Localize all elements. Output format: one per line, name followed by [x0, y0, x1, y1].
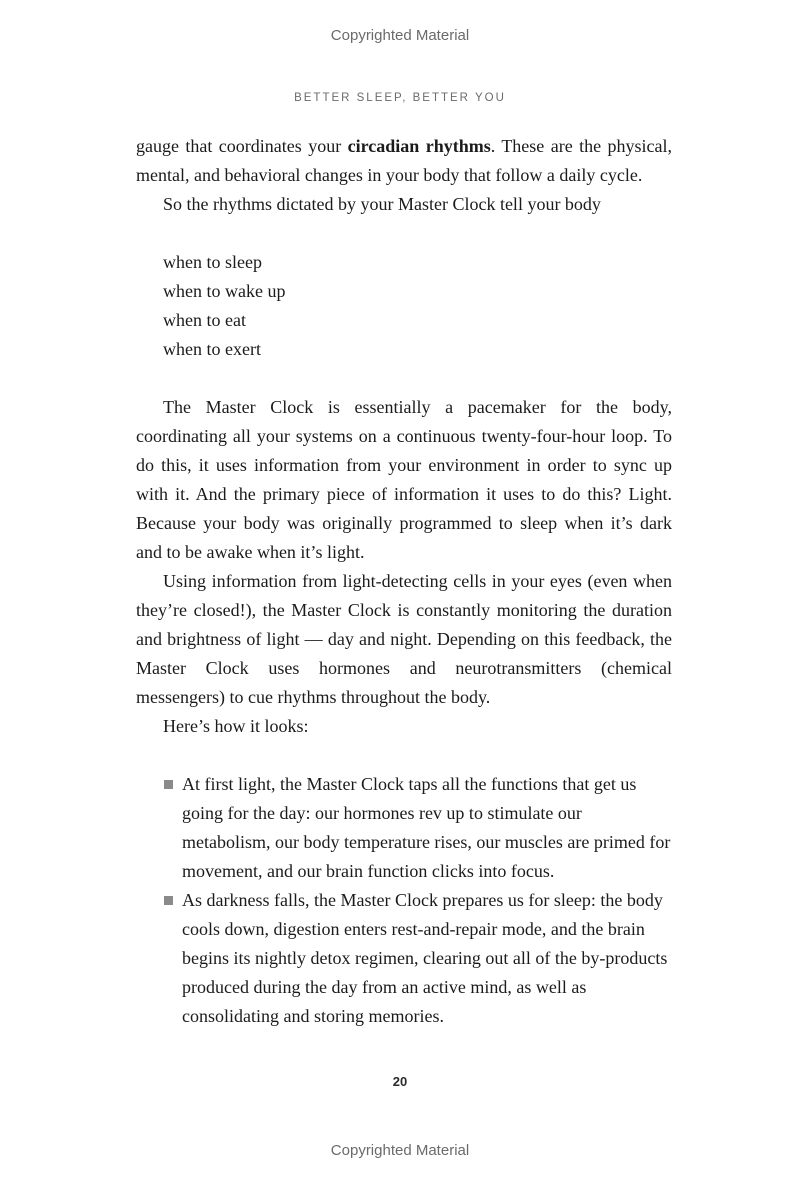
paragraph-rhythms-intro: So the rhythms dictated by your Master Clock tell your body — [163, 194, 601, 214]
bullet-text: At first light, the Master Clock taps all the functions that get us going for the day: our hormones rev up to stimulate our metabolism, our body temperature rises, our muscles are primed for movement, and our brain function clicks into focus. — [182, 774, 671, 881]
list-item: when to wake up — [163, 281, 286, 301]
paragraph-how-it-looks: Here’s how it looks: — [163, 716, 309, 736]
list-item: when to eat — [163, 310, 246, 330]
bullet-list — [136, 770, 672, 1031]
list-item: when to sleep — [163, 252, 262, 272]
copyright-watermark-bottom: Copyrighted Material — [330, 1142, 470, 1159]
term-circadian-rhythms: circadian rhythms — [347, 136, 491, 156]
paragraph-text: . These are the physical, mental, and behavioral changes in your body that follow a daily cycle. — [136, 136, 673, 185]
paragraph-circadian — [136, 132, 672, 190]
page-number: 20 — [392, 1074, 408, 1089]
paragraph-pacemaker: The Master Clock is essentially a pacemaker for the body, coordinating all your systems on a continuous twenty-four-hour loop. To do this, it uses information from your environment in order to sync up with it. And the primary piece of information it uses to do this? Light. Because your body was originally programmed to sleep when it’s dark and to be awake when it’s light. — [136, 397, 672, 562]
bullet-text: As darkness falls, the Master Clock prepares us for sleep: the body cools down, digestion enters rest-and-repair mode, and the brain begins its nightly detox regimen, clearing out all of the by-products produced during the day from an active mind, as well as consolidating and storing memories. — [182, 890, 668, 1026]
square-bullet-icon — [164, 780, 173, 789]
rhythm-list — [163, 248, 672, 364]
list-item: when to exert — [163, 339, 261, 359]
paragraph-light-cells: Using information from light-detecting cells in your eyes (even when they’re closed!), the Master Clock is constantly monitoring the duration and brightness of light — day and night. Depending on this feedback, the Master Clock uses hormones and neurotransmitters (chemical messengers) to cue rhythms throughout the body. — [136, 571, 672, 707]
square-bullet-icon — [164, 896, 173, 905]
paragraph-text: gauge that coordinates your — [136, 136, 348, 156]
bullet-item — [136, 886, 672, 1031]
bullet-item — [136, 770, 672, 886]
running-header: BETTER SLEEP, BETTER YOU — [294, 92, 506, 104]
page-body — [136, 132, 672, 1031]
copyright-watermark-top: Copyrighted Material — [330, 27, 470, 44]
